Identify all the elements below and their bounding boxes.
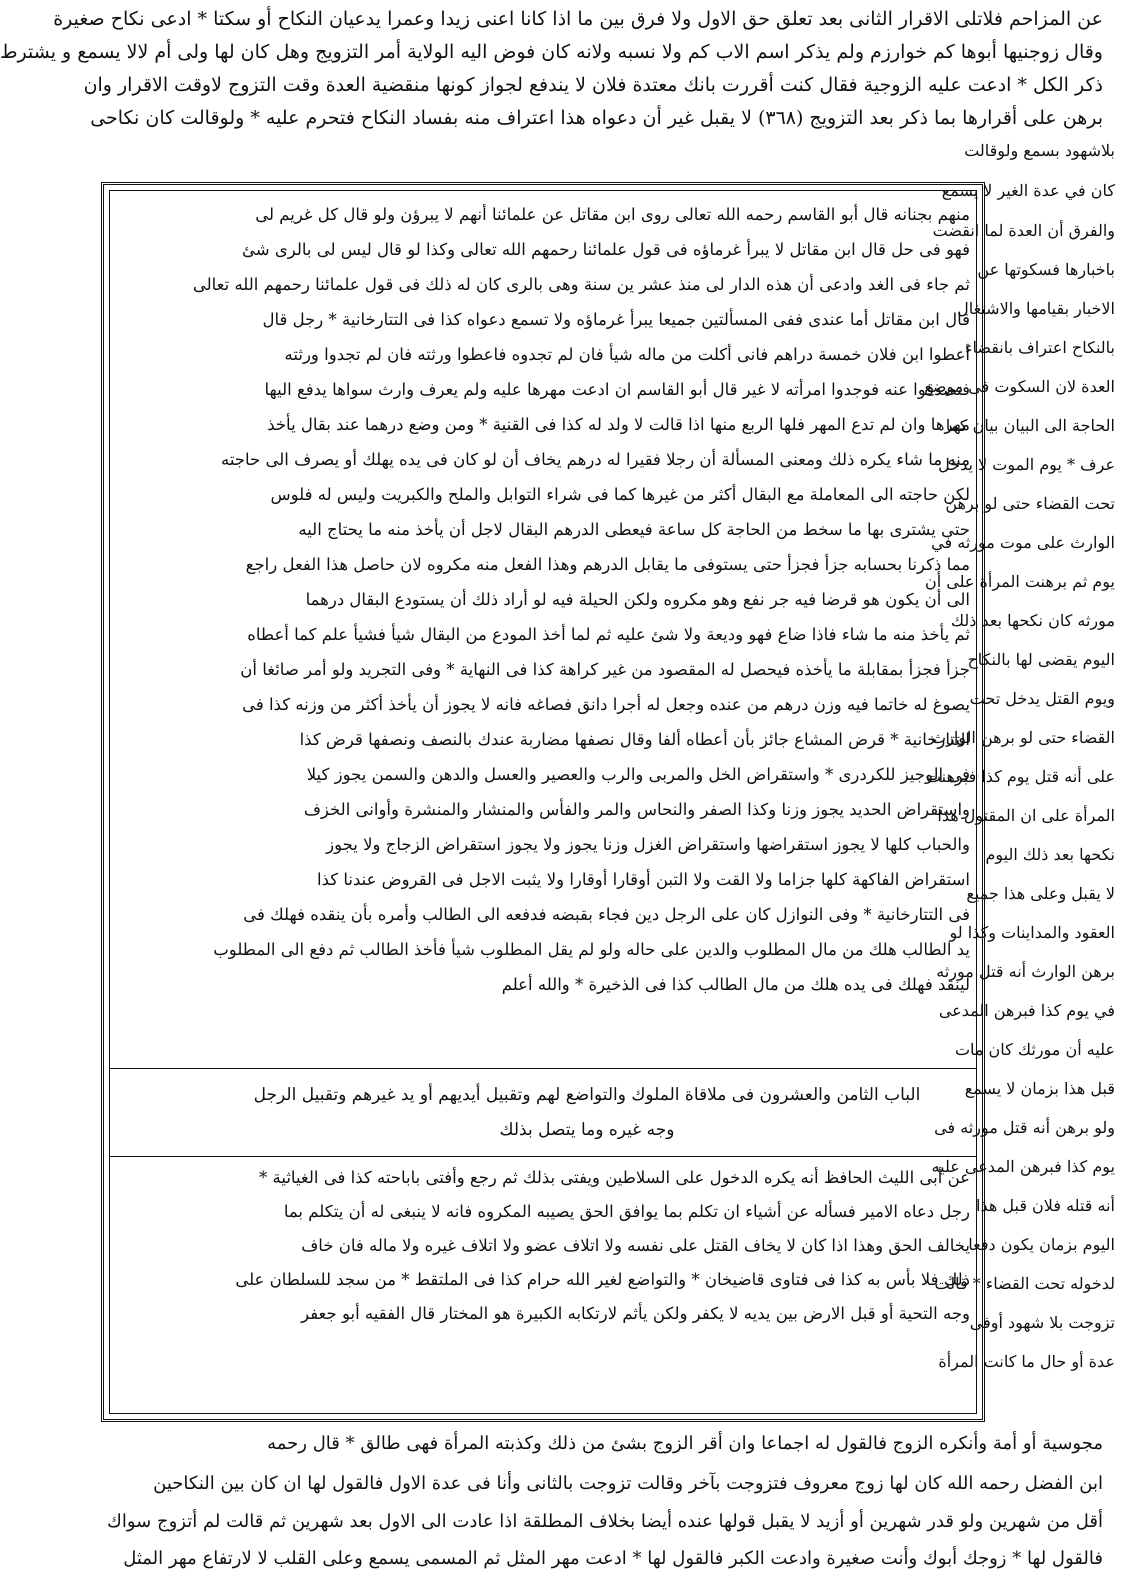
box-line: لينقد فهلك فى يده هلك من مال الطالب كذا فى الذخيرة * والله أعلم (501, 975, 970, 994)
chapter-line: رجل دعاه الامير فسأله عن أشياء ان تكلم بما يوافق الحق يصيبه المكروه فانه لا ينبغى له أن يتكلم بما (283, 1202, 970, 1221)
chapter-line: وجه التحية أو قبل الارض بين يديه لا يكفر ولكن يأثم لارتكابه الكبيرة هو المختار قال الفقيه أبو جعفر (301, 1304, 970, 1323)
box-line: ثم يأخذ منه ما شاء فاذا ضاع فهو وديعة ولا شئ عليه ثم لما أخذ المودع من البقال شيأ فشيأ علم كما أعطاه (247, 625, 970, 644)
box-line: يد الطالب هلك من مال المطلوب والدين على حاله ولو لم يقل المطلوب شيأ فأخذ الطالب ثم دفع الى المطلوب (213, 940, 970, 959)
top-line: برهن على أقرارها بما ذكر بعد التزويج (٣٦٨) لا يقبل غير أن دعواه هذا اعتراف منه بفساد النكاح فتحرم عليه * ولوقالت كان نكاحى (90, 107, 1103, 129)
side-line: والفرق أن العدة لما انقضت (932, 221, 1115, 240)
bottom-line: ابن الفضل رحمه الله كان لها زوج معروف فتزوجت بآخر وقالت تزوجت بالثانى وأنا فى عدة الاول فالقول لها ان كان بين النكاحين (153, 1473, 1103, 1494)
box-line: فى التتارخانية * وفى النوازل كان على الرجل دين فجاء بقبضه فدفعه الى الطالب وأمره بأن ينقده فهلك فى (243, 905, 970, 924)
side-line: باخبارها فسكوتها عن (977, 260, 1115, 279)
side-line: لا يقبل وعلى هذا جميع (966, 884, 1115, 903)
box-line: لكن حاجته الى المعاملة مع البقال أكثر من غيرها كما فى شراء التوابل والملح والكبريت وليس له فلوس (270, 485, 970, 504)
side-line: على أنه قتل يوم كذا فبرهنت (925, 767, 1115, 786)
top-line: ذكر الكل * ادعت عليه الزوجية فقال كنت أقررت بانك معتدة فلان لا يندفع لجواز كونها منقضية العدة وقت التزوج لاوقت الاقرار وان (83, 74, 1103, 96)
box-line: جزأ فجزأ بمقابلة ما يأخذه فيحصل له المقصود من غير كراهة كذا فى النهاية * وفى التجريد ولو أمر صائغا أن (240, 660, 970, 679)
side-line: يوم ثم برهنت المرأة على أن (924, 572, 1115, 591)
side-line: يوم كذا فبرهن المدعى عليه (931, 1157, 1115, 1176)
box-line: قال ابن مقاتل أما عندى ففى المسألتين جميعا يبرأ غرماؤه ولا تسمع دعواه كذا فى التتارخانية * رجل قال (262, 310, 970, 329)
box-line: الى أن يكون هو قرضا فيه جر نفع وهو مكروه ولكن الحيلة فيه لو أراد ذلك أن يستودع البقال درهما (305, 590, 970, 609)
box-line: أعطوا ابن فلان خمسة دراهم فانى أكلت من ماله شيأ فان لم تجدوه فاعطوا ورثته فان لم تجدوا ورثته (284, 345, 970, 364)
box-line: مما ذكرنا بحسابه جزأ فجزأ حتى يستوفى ما يقابل الدرهم وهذا الفعل منه مكروه لان حاصل هذا الفعل راجع (245, 555, 970, 574)
box-line: فى الوجيز للكردرى * واستقراض الخل والمربى والرب والعصير والعسل والدهن والسمن يجوز كيلا (306, 765, 970, 784)
side-line: القضاء حتى لو برهن الوارث (931, 728, 1115, 747)
side-line: بلاشهود بسمع ولوقالت (964, 141, 1115, 160)
side-line: في يوم كذا فبرهن المدعى (938, 1001, 1115, 1020)
side-line: عرف * يوم الموت لا يدخل (938, 455, 1115, 474)
box-line: منه ما شاء يكره ذلك ومعنى المسألة أن رجلا فقيرا له درهم يخاف أن لو كان فى يده يهلك أو يصرف الى حاجته (220, 450, 970, 469)
box-line: واستقراض الحديد يجوز وزنا وكذا الصفر والنحاس والمر والفأس والمنشار والمنشرة وأوانى الخزف (303, 800, 970, 819)
box-line: والحباب كلها لا يجوز استقراضها واستقراض الغزل وزنا يجوز ولا يجوز استقراض الزجاج ولا يجوز (326, 835, 970, 854)
side-line: بالنكاح اعتراف بانقضاء (964, 338, 1115, 357)
side-line: الاخبار بقيامها والاشتغال (957, 299, 1115, 318)
side-line: مورثه كان نكحها بعد ذلك (950, 611, 1115, 630)
chapter-line: عن أبى الليث الحافظ أنه يكره الدخول على السلاطين ويفتى بذلك ثم رجع وأفتى باباحته كذا فى الغياثية * (259, 1168, 970, 1187)
side-line: العقود والمداينات وكذا لو (949, 923, 1115, 942)
bottom-line: أقل من شهرين ولو قدر شهرين أو أزيد لا يقبل قولها عنده أيضا بخلاف المطلقة اذا عادت الى الاول بعد شهرين ثم قالت لم أتزوج سواك (107, 1511, 1103, 1532)
side-line: الحاجة الى البيان بيان كما (945, 416, 1115, 435)
side-line: ويوم القتل يدخل تحت (969, 689, 1115, 708)
box-line: حتى يشترى بها ما سخط من الحاجة كل ساعة فيعطى الدرهم البقال لاجل أن يأخذ منه ما يحتاج اليه (298, 520, 970, 539)
chapter-line: ذلك فلا بأس به كذا فى فتاوى قاضيخان * والتواضع لغير الله حرام كذا فى الملتقط * من سجد للسلطان على (235, 1270, 970, 1289)
box-line: ثم جاء فى الغد وادعى أن هذه الدار لى منذ عشر ين سنة وهى بالرى كان له ذلك فى قول علمائنا رحمهم الله تعالى (192, 275, 970, 294)
chapter-heading-line: الباب الثامن والعشرون فى ملاقاة الملوك والتواضع لهم وتقبيل أيديهم أو يد غيرهم وتقبيل الرجل (253, 1085, 921, 1105)
side-line: عليه أن مورثك كان مات (954, 1040, 1115, 1059)
box-line: يصوغ له خاتما فيه وزن درهم من عنده وجعل له أجرا دانق فصاغه فانه لا يجوز أن يأخذ أكثر من وزنه كذا فى (242, 695, 970, 714)
box-line: فهو فى حل قال ابن مقاتل لا يبرأ غرماؤه فى قول علمائنا رحمهم الله تعالى وكذا لو قال ليس لى بالرى شئ (242, 240, 970, 259)
box-line: فتصدقوا عنه فوجدوا امرأته لا غير قال أبو القاسم ان ادعت مهرها عليه ولم يعرف وارث سواها يدفع اليها (264, 380, 970, 399)
side-line: عدة أو حال ما كانت المرأة (938, 1352, 1115, 1371)
bottom-line: مجوسية أو أمة وأنكره الزوج فالقول له اجماعا وان أقر الزوج بشئ من ذلك وكذبته المرأة فهى طالق * قال رحمه (267, 1433, 1103, 1454)
side-line: كان في عدة الغير لا يسمع (941, 181, 1115, 200)
box-line: استقراض الفاكهة كلها جزاما ولا القت ولا التبن أوقارا أوقارا ولا يثبت الاجل فى القروض عندنا كذا (316, 870, 970, 889)
top-line: وقال زوجنيها أبوها كم خوارزم ولم يذكر اسم الاب كم ولا نسبه ولانه كان فوض اليه الولاية أمر التزويج وهل كان لها ولى أم لالا يسمع و يشترط (0, 41, 1103, 63)
chapter-heading-line: وجه غيره وما يتصل بذلك (499, 1120, 675, 1140)
side-line: أنه قتله فلان قبل هذا (976, 1196, 1115, 1215)
side-line: اليوم يقضى لها بالنكاح (967, 650, 1115, 669)
box-line: مهرها وان لم تدع المهر فلها الربع منها اذا قالت لا ولد له كذا فى القنية * ومن وضع درهما عند بقال يأخذ (267, 415, 970, 434)
side-line: المرأة على ان المقتول هذا (937, 806, 1115, 825)
chapter-rule-bottom (109, 1156, 977, 1157)
side-line: تحت القضاء حتى لو برهن (945, 494, 1115, 513)
side-line: قبل هذا بزمان لا يسمع (964, 1079, 1115, 1098)
chapter-rule-top (109, 1068, 977, 1069)
bottom-line: فالقول لها * زوجك أبوك وأنت صغيرة وادعت الكبر فالقول لها * ادعت مهر المثل ثم المسمى يسمع وعلى القلب لا لارتفاع مهر المثل (123, 1548, 1103, 1569)
side-line: لدخوله تحت القضاء * قالت (934, 1274, 1115, 1293)
side-line: برهن الوارث أنه قتل مورثه (936, 962, 1115, 981)
box-line: منهم بجنانه قال أبو القاسم رحمه الله تعالى روى ابن مقاتل عن علمائنا أنهم لا يبرؤن ولو قال كل غريم لى (255, 205, 970, 224)
side-line: الوارث على موت مورثه في (931, 533, 1115, 552)
box-line: التتارخانية * قرض المشاع جائز بأن أعطاه ألفا وقال نصفها مضاربة عندك بالنصف ونصفها قرض كذا (299, 730, 970, 749)
side-line: اليوم بزمان يكون دفعا (968, 1235, 1115, 1254)
side-line: ولو برهن أنه قتل مورثه فى (934, 1118, 1115, 1137)
chapter-line: يخالف الحق وهذا اذا كان لا يخاف القتل على نفسه ولا اتلاف عضو ولا اتلاف غيره ولا ماله فان خاف (301, 1236, 970, 1255)
side-line: تزوجت بلا شهود أوفى (969, 1313, 1115, 1332)
side-line: العدة لان السكوت فى موضع (924, 377, 1115, 396)
side-line: نكحها بعد ذلك اليوم (985, 845, 1115, 864)
top-line: عن المزاحم فلاتلى الاقرار الثانى بعد تعلق حق الاول ولا فرق بين ما اذا كانا اعنى زيدا وعمرا يدعيان النكاح أو سكتا * ادعى نكاح صغيرة (53, 8, 1103, 30)
